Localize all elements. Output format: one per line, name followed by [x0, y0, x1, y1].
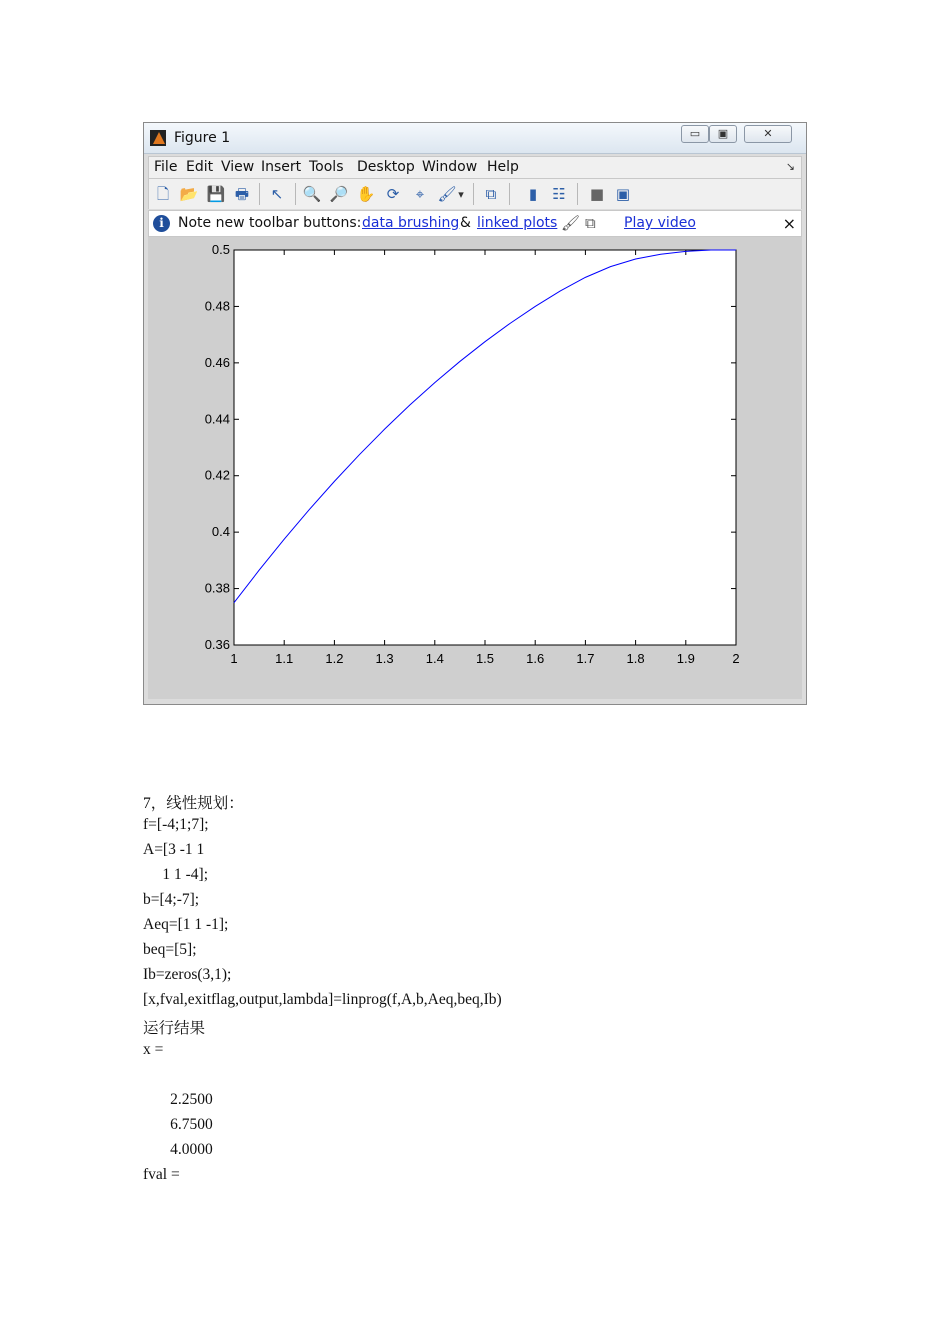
output-line: x =: [143, 1041, 164, 1058]
code-line: b=[4;-7];: [143, 891, 200, 908]
insert-legend-icon[interactable]: ☷: [552, 184, 566, 203]
brush-icon[interactable]: 🖌: [437, 184, 457, 203]
output-value: 6.7500: [143, 1116, 213, 1133]
save-figure-icon[interactable]: 💾: [206, 184, 226, 203]
code-line: f=[-4;1;7];: [143, 816, 209, 833]
link-small-icon: ⧉: [585, 214, 596, 232]
zoom-in-icon[interactable]: 🔍: [302, 184, 322, 203]
y-tick-label: 0.48: [204, 298, 230, 314]
menu-file[interactable]: File: [154, 159, 178, 175]
section-heading: 7，线性规划：: [143, 795, 244, 812]
figure-window: [143, 122, 807, 705]
data-brushing-link[interactable]: data brushing: [362, 215, 460, 231]
code-line: [x,fval,exitflag,output,lambda]=linprog(f,A,b,Aeq,beq,Ib): [143, 991, 502, 1008]
maximize-button[interactable]: ▣: [709, 125, 737, 143]
y-tick-label: 0.44: [204, 411, 230, 427]
x-tick-label: 1.7: [576, 651, 595, 666]
x-tick-label: 1.2: [325, 651, 344, 666]
toolbar-separator: [509, 183, 510, 205]
linked-plots-link[interactable]: linked plots: [477, 215, 558, 231]
output-line: fval =: [143, 1166, 180, 1183]
output-value: 4.0000: [143, 1141, 213, 1158]
code-line: beq=[5];: [143, 941, 197, 958]
menu-overflow-icon[interactable]: ↘: [785, 160, 795, 173]
x-tick-label: 2: [732, 651, 740, 666]
play-video-link[interactable]: Play video: [624, 215, 696, 231]
line-chart[interactable]: [148, 237, 802, 699]
result-heading: 运行结果: [143, 1020, 206, 1037]
plot-region: [148, 237, 802, 699]
x-tick-label: 1.5: [475, 651, 495, 666]
edit-plot-arrow-icon[interactable]: ↖: [270, 184, 284, 203]
x-tick-label: 1.1: [275, 651, 294, 666]
axes-box: [234, 250, 736, 645]
title-bar[interactable]: [144, 123, 806, 154]
figure-toolbar: [148, 179, 802, 209]
code-line: A=[3 -1 1: [143, 841, 205, 858]
x-tick-label: 1.8: [626, 651, 645, 666]
code-line: Ib=zeros(3,1);: [143, 966, 232, 983]
menu-bar: [148, 156, 802, 179]
y-tick-label: 0.38: [204, 580, 230, 596]
menu-help[interactable]: Help: [487, 159, 519, 175]
code-line: 1 1 -4];: [143, 866, 209, 883]
y-tick-label: 0.5: [211, 242, 230, 257]
rotate-3d-icon[interactable]: ⟳: [386, 184, 400, 203]
info-ampersand: &: [460, 215, 471, 231]
toolbar-separator: [473, 183, 474, 205]
output-value: 2.2500: [143, 1091, 213, 1108]
link-plot-icon[interactable]: ⧉: [485, 184, 497, 203]
toolbar-separator: [295, 183, 296, 205]
print-figure-icon[interactable]: 🖶: [234, 184, 250, 203]
show-plot-tools-icon[interactable]: ▣: [615, 184, 631, 203]
code-line: Aeq=[1 1 -1];: [143, 916, 229, 933]
menu-view[interactable]: View: [221, 159, 255, 175]
x-tick-label: 1.3: [375, 651, 394, 666]
y-tick-label: 0.42: [204, 467, 230, 483]
menu-window[interactable]: Window: [422, 159, 478, 175]
data-cursor-icon[interactable]: ⌖: [415, 184, 425, 203]
open-file-icon[interactable]: 📂: [179, 184, 199, 203]
y-tick-label: 0.46: [204, 354, 230, 370]
y-tick-label: 0.36: [204, 637, 230, 652]
y-tick-label: 0.4: [211, 524, 230, 540]
brush-dropdown-icon[interactable]: ▾: [458, 187, 464, 201]
toolbar-separator: [259, 183, 260, 205]
menu-insert[interactable]: Insert: [261, 159, 302, 175]
pan-hand-icon[interactable]: ✋: [356, 184, 376, 203]
window-title: Figure 1: [174, 130, 231, 146]
matlab-logo-icon: [150, 130, 166, 146]
info-bar: [148, 210, 802, 237]
x-tick-label: 1.9: [676, 651, 695, 666]
x-tick-label: 1.6: [526, 651, 545, 666]
info-close-icon[interactable]: ×: [782, 214, 796, 233]
brush-small-icon: 🖌: [561, 214, 581, 232]
new-figure-icon[interactable]: 🗋: [156, 184, 170, 203]
info-icon: i: [153, 215, 170, 232]
menu-desktop[interactable]: Desktop: [357, 159, 415, 175]
hide-plot-tools-icon[interactable]: ■: [589, 184, 605, 203]
close-button[interactable]: ✕: [744, 125, 792, 143]
x-tick-label: 1: [230, 651, 238, 666]
zoom-out-icon[interactable]: 🔎: [329, 184, 349, 203]
info-note-text: Note new toolbar buttons:: [178, 215, 362, 231]
menu-tools[interactable]: Tools: [309, 159, 344, 175]
minimize-button[interactable]: ▭: [681, 125, 709, 143]
toolbar-separator: [577, 183, 578, 205]
menu-edit[interactable]: Edit: [186, 159, 214, 175]
x-tick-label: 1.4: [425, 651, 444, 666]
insert-colorbar-icon[interactable]: ▮: [528, 184, 538, 203]
